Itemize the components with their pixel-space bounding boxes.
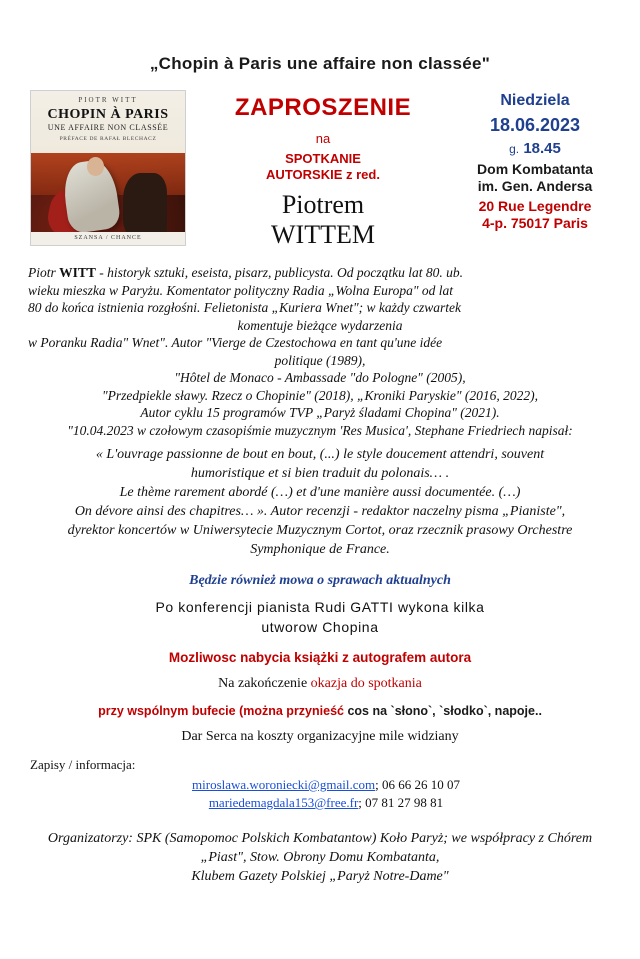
contact-phone-1: ; 06 66 26 10 07 (375, 777, 460, 792)
invitation-block (186, 90, 460, 250)
event-details-block (460, 90, 610, 232)
bio-line-4: komentuje bieżące wydarzenia (237, 317, 403, 333)
event-address (460, 198, 610, 232)
event-venue-line2: im. Gen. Andersa (477, 178, 593, 194)
contact-email-1[interactable]: miroslawa.woroniecki@gmail.com (192, 777, 376, 792)
contact-details (30, 777, 622, 811)
contact-phone-2: ; 07 81 27 98 81 (358, 795, 444, 810)
bio-line-9: Autor cyklu 15 programów TVP „Paryż śladami Chopina" (2021). (140, 405, 500, 420)
program-meeting-highlight: okazja do spotkania (310, 676, 422, 691)
bio-line-5: w Poranku Radia" Wnet". Autor "Vierge de Czestochowa en tant qu'une idée (28, 335, 443, 350)
invitation-event-line2: AUTORSKIE z red. (266, 167, 380, 182)
event-day: Niedziela (500, 92, 570, 109)
cover-preface: PRÉFACE DE RAFAŁ BLECHACZ (59, 136, 157, 142)
event-venue (460, 161, 610, 195)
cover-text-area (31, 91, 185, 157)
program-donation: Dar Serca na koszty organizacyjne mile widziany (181, 729, 459, 744)
program-block (18, 573, 622, 745)
program-meeting (18, 676, 622, 692)
artwork-head (87, 157, 104, 176)
event-time-prefix: g. (509, 142, 520, 156)
contact-label: Zapisy / informacja: (30, 757, 136, 772)
program-meeting-prefix: Na zakończenie (218, 676, 311, 691)
invitation-poster (0, 54, 640, 959)
invitation-event-line1: SPOTKANIE (285, 151, 361, 166)
cover-subtitle: UNE AFFAIRE NON CLASSÉE (47, 123, 169, 132)
program-buffet-prefix: przy wspólnym bufecie (można przynieść (98, 704, 348, 718)
bio-line-1-rest: - historyk sztuki, eseista, pisarz, publicysta. Od początku lat 80. ub. (95, 265, 464, 280)
program-performance-line1: Po konferencji pianista Rudi GATTI wykona kilka (155, 599, 485, 615)
program-current-affairs: Będzie również mowa o sprawach aktualnych (189, 573, 451, 588)
cover-author: PIOTR WITT (78, 96, 138, 104)
bio-line-10: "10.04.2023 w czołowym czasopiśmie muzycznym 'Res Musica', Stephane Friedriech napisał: (67, 422, 573, 438)
guest-last-name: WITTEM (271, 220, 375, 249)
quote-line-2: humoristique et si bien traduit du polonais… . (190, 466, 450, 481)
review-quote (18, 445, 622, 559)
event-address-line2: 4-p. 75017 Paris (482, 215, 588, 231)
quote-line-6: Symphonique de France. (250, 542, 390, 557)
program-performance (18, 597, 622, 637)
contact-email-2[interactable]: mariedemagdala153@free.fr (208, 795, 359, 810)
quote-line-5: dyrektor koncertów w Uniwersytecie Muzycznym Cortot, oraz rzecznik prasowy Orchestre (67, 523, 573, 538)
organizers-line-3: Klubem Gazety Polskiej „Paryż Notre-Dame" (191, 869, 449, 884)
quote-line-1: « L'ouvrage passionne de bout en bout, (...) le style doucement attendri, souvent (95, 447, 545, 462)
page-title: „Chopin à Paris une affaire non classée" (149, 54, 491, 73)
artwork-dark-shape (123, 173, 167, 239)
header-block (18, 90, 622, 250)
bio-line-6: politique (1989), (274, 352, 366, 368)
invitation-preposition: na (315, 131, 331, 146)
event-time (460, 140, 610, 157)
program-performance-line2: utworow Chopina (261, 619, 379, 635)
bio-line-7: "Hôtel de Monaco - Ambassade "do Pologne" (2005), (174, 370, 466, 385)
organizers-line-1: Organizatorzy: SPK (Samopomoc Polskich Kombatantow) Koło Paryż; we współpracy z Chórem (47, 831, 593, 846)
bio-surname: WITT (59, 265, 96, 280)
event-address-line1: 20 Rue Legendre (478, 198, 592, 214)
bio-line-2: wieku mieszka w Paryżu. Komentator polityczny Radia „Wolna Europa" od lat (28, 282, 454, 298)
event-time-value: 18.45 (523, 140, 561, 157)
bio-line-3: 80 do końca istnienia rozgłośni. Felietonista „Kuriera Wnet"; w każdy czwartek (28, 300, 462, 315)
bio-line-8: "Przedpiekle sławy. Rzecz o Chopinie" (2018), „Kroniki Paryskie" (2016, 2022), (101, 387, 539, 403)
program-buffet (18, 704, 622, 718)
cover-title: CHOPIN À PARIS (47, 107, 169, 122)
book-cover-image (30, 90, 186, 246)
program-book-signing: Mozliwosc nabycia książki z autografem autora (168, 650, 472, 665)
invitation-heading: ZAPROSZENIE (234, 94, 412, 121)
cover-publisher: SZANSA / CHANCE (31, 232, 185, 245)
guest-name (192, 190, 454, 250)
event-venue-line1: Dom Kombatanta (477, 161, 593, 177)
contact-block (18, 757, 622, 811)
event-date: 18.06.2023 (489, 115, 581, 135)
program-buffet-items: cos na `słono`, `słodko`, napoje.. (347, 704, 542, 718)
guest-first-name: Piotrem (281, 190, 365, 219)
quote-line-3: Le thème rarement abordé (…) et d'une manière aussi documentée. (…) (119, 485, 521, 500)
quote-line-4: On dévore ainsi des chapitres… ». Autor recenzji - redaktor naczelny pisma „Pianiste", (74, 504, 566, 519)
contact-row-1 (30, 777, 622, 793)
biography-paragraph (18, 264, 622, 439)
bio-name-prefix: Piotr (28, 265, 60, 280)
contact-row-2 (30, 795, 622, 811)
organizers-block (18, 829, 622, 886)
organizers-line-2: „Piast", Stow. Obrony Domu Kombatanta, (200, 850, 440, 865)
bio-line-1 (28, 264, 612, 282)
invitation-event-type (192, 151, 454, 183)
